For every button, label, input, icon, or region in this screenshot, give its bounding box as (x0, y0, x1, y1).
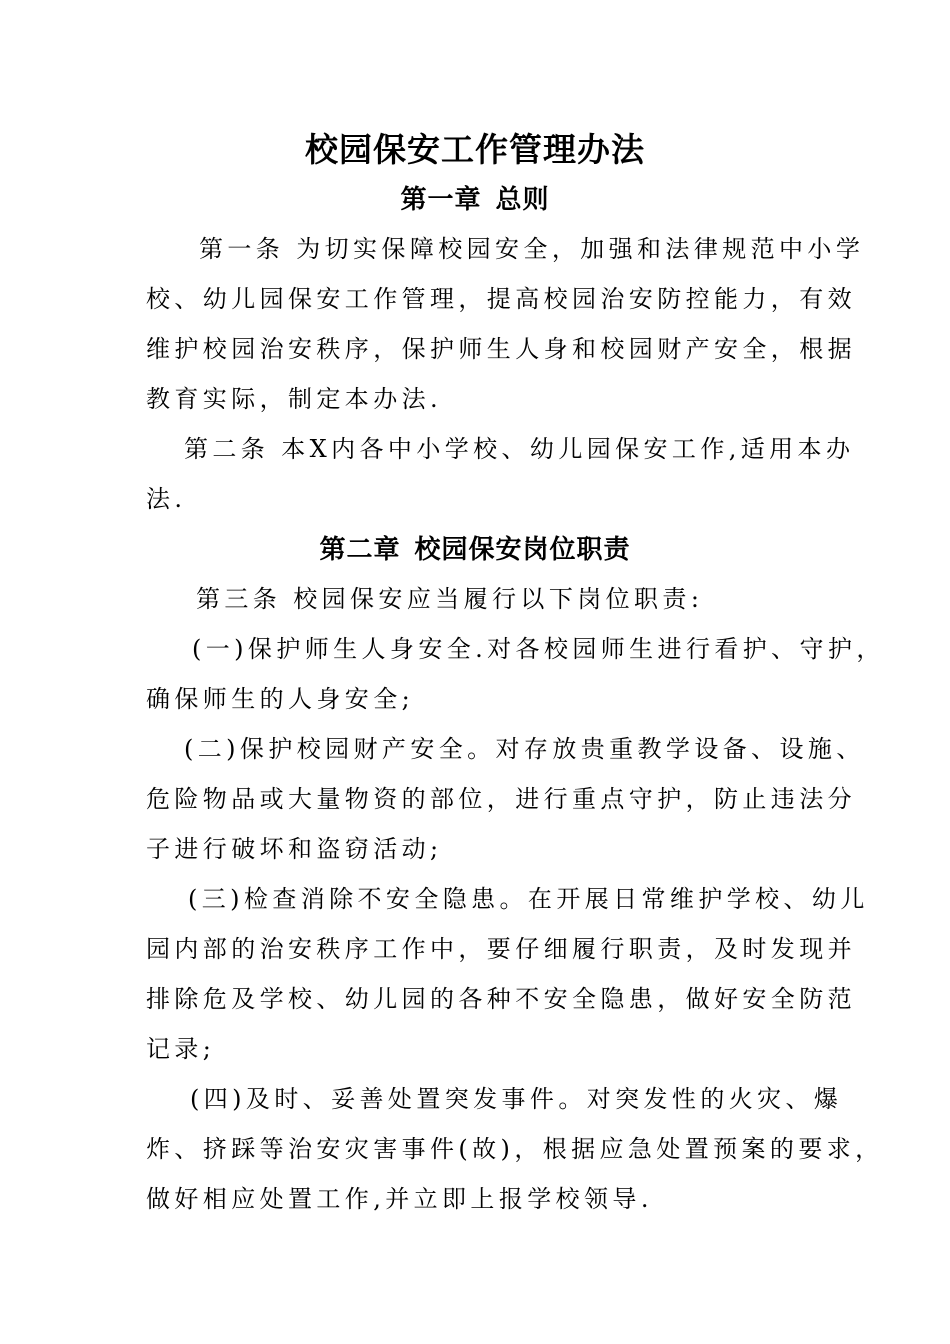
text-line: 园内部的治安秩序工作中，要仔细履行职责，及时发现并 (146, 935, 856, 963)
text-line: (四)及时、妥善处置突发事件。对突发性的火灾、爆 (190, 1085, 843, 1113)
text-line: 第二条 本X内各中小学校、幼儿园保安工作,适用本办 (184, 435, 855, 463)
text-line: 确保师生的人身安全; (146, 685, 415, 713)
text-line: 校、幼儿园保安工作管理，提高校园治安防控能力，有效 (146, 285, 856, 313)
chapter-number: 第二章 (319, 535, 401, 565)
text-line: 做好相应处置工作,并立即上报学校领导. (146, 1185, 653, 1213)
text-line: 第一条 为切实保障校园安全，加强和法律规范中小学 (199, 235, 865, 263)
text-line: 记录; (146, 1035, 216, 1063)
article-1 (146, 224, 865, 424)
duty-item-3 (146, 874, 869, 1074)
chapter-name: 校园保安岗位职责 (414, 535, 631, 565)
text-line: 教育实际，制定本办法. (146, 385, 443, 413)
chapter-heading-1 (0, 180, 950, 220)
document-title: 校园保安工作管理办法 (305, 130, 645, 169)
text-line: 子进行破坏和盗窃活动; (146, 835, 443, 863)
text-line: 排除危及学校、幼儿园的各种不安全隐患，做好安全防范 (146, 985, 856, 1013)
article-2 (146, 424, 855, 524)
text-line: 炸、挤踩等治安灾害事件(故)，根据应急处置预案的要求， (146, 1135, 884, 1163)
chapter-name: 总则 (495, 185, 550, 215)
article-3 (146, 574, 826, 624)
duty-item-1 (146, 624, 885, 724)
text-line: 维护校园治安秩序，保护师生人身和校园财产安全，根据 (146, 335, 856, 363)
duty-item-4 (146, 1074, 884, 1224)
chapter-number: 第一章 (400, 185, 482, 215)
text-line: (二)保护校园财产安全。对存放贵重教学设备、设施、 (184, 735, 865, 763)
text-line: (一)保护师生人身安全.对各校园师生进行看护、守护， (192, 635, 885, 663)
text-line: (三)检查消除不安全隐患。在开展日常维护学校、幼儿 (188, 885, 869, 913)
text-line: 第三条 校园保安应当履行以下岗位职责: (196, 585, 704, 613)
text-line: 法. (146, 485, 187, 513)
text-line: 危险物品或大量物资的部位，进行重点守护，防止违法分 (146, 785, 856, 813)
duty-item-2 (146, 724, 865, 874)
chapter-heading-2 (0, 530, 950, 570)
